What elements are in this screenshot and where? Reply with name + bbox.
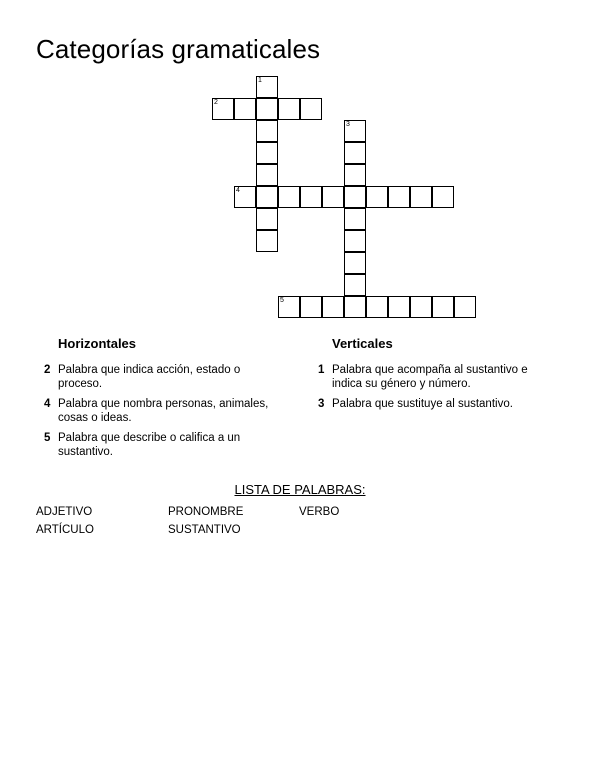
down-heading: Verticales <box>332 336 393 351</box>
crossword-cell[interactable] <box>344 120 366 142</box>
crossword-cell[interactable] <box>432 186 454 208</box>
across-heading: Horizontales <box>58 336 137 351</box>
across-clues <box>44 336 294 465</box>
crossword-cell[interactable] <box>322 186 344 208</box>
clue-number-label: 1 <box>258 77 262 84</box>
clue-across-5 <box>44 431 294 459</box>
clue-down-1 <box>318 363 568 391</box>
crossword-cell[interactable] <box>256 230 278 252</box>
crossword-cell[interactable] <box>300 98 322 120</box>
crossword-cell[interactable] <box>344 274 366 296</box>
crossword-cell[interactable] <box>256 186 278 208</box>
clue-number: 3 <box>318 398 325 410</box>
clue-number: 2 <box>44 364 51 376</box>
crossword-cell[interactable] <box>344 142 366 164</box>
crossword-cell[interactable] <box>344 296 366 318</box>
crossword-cell[interactable] <box>344 164 366 186</box>
clue-text: Palabra que describe o califica a un sustantivo. <box>58 432 241 458</box>
clue-number: 5 <box>44 432 51 444</box>
crossword-cell[interactable] <box>410 186 432 208</box>
crossword-cell[interactable] <box>234 186 256 208</box>
crossword-cell[interactable] <box>344 230 366 252</box>
crossword-cell[interactable] <box>256 76 278 98</box>
crossword-cell[interactable] <box>388 186 410 208</box>
clue-text: Palabra que acompaña al sustantivo e indica su género y número. <box>332 364 528 390</box>
crossword-cell[interactable] <box>278 186 300 208</box>
crossword-cell[interactable] <box>300 186 322 208</box>
down-clues <box>318 336 568 417</box>
clue-number: 4 <box>44 398 51 410</box>
crossword-cell[interactable] <box>256 142 278 164</box>
word-list-item: VERBO <box>299 506 340 518</box>
crossword-cell[interactable] <box>322 296 344 318</box>
crossword-cell[interactable] <box>256 164 278 186</box>
clue-number-label: 4 <box>236 187 240 194</box>
crossword-cell[interactable] <box>234 98 256 120</box>
clue-across-2 <box>44 363 294 391</box>
word-list-item: SUSTANTIVO <box>168 524 241 536</box>
crossword-cell[interactable] <box>344 208 366 230</box>
crossword-cell[interactable] <box>388 296 410 318</box>
crossword-cell[interactable] <box>278 296 300 318</box>
clue-number-label: 5 <box>280 297 284 304</box>
crossword-cell[interactable] <box>256 98 278 120</box>
crossword-cell[interactable] <box>410 296 432 318</box>
clue-across-4 <box>44 397 294 425</box>
crossword-cell[interactable] <box>212 98 234 120</box>
clue-down-3 <box>318 397 568 411</box>
clue-text: Palabra que sustituye al sustantivo. <box>332 398 513 410</box>
crossword-cell[interactable] <box>366 296 388 318</box>
clue-text: Palabra que nombra personas, animales, cosas o ideas. <box>58 398 269 424</box>
crossword-cell[interactable] <box>256 208 278 230</box>
crossword-cell[interactable] <box>454 296 476 318</box>
page-title: Categorías gramaticales <box>36 34 321 64</box>
crossword-cell[interactable] <box>432 296 454 318</box>
clue-number: 1 <box>318 364 325 376</box>
word-list-title: LISTA DE PALABRAS: <box>234 482 366 497</box>
crossword-grid <box>0 0 600 330</box>
clue-text: Palabra que indica acción, estado o proceso. <box>58 364 241 390</box>
crossword-cell[interactable] <box>344 252 366 274</box>
word-list-item: ARTÍCULO <box>36 524 94 536</box>
crossword-cell[interactable] <box>366 186 388 208</box>
clue-number-label: 3 <box>346 121 350 128</box>
clue-number-label: 2 <box>214 99 218 106</box>
word-list-item: ADJETIVO <box>36 506 93 518</box>
crossword-cell[interactable] <box>300 296 322 318</box>
crossword-cell[interactable] <box>256 120 278 142</box>
crossword-cell[interactable] <box>278 98 300 120</box>
crossword-cell[interactable] <box>344 186 366 208</box>
word-list-item: PRONOMBRE <box>168 506 244 518</box>
